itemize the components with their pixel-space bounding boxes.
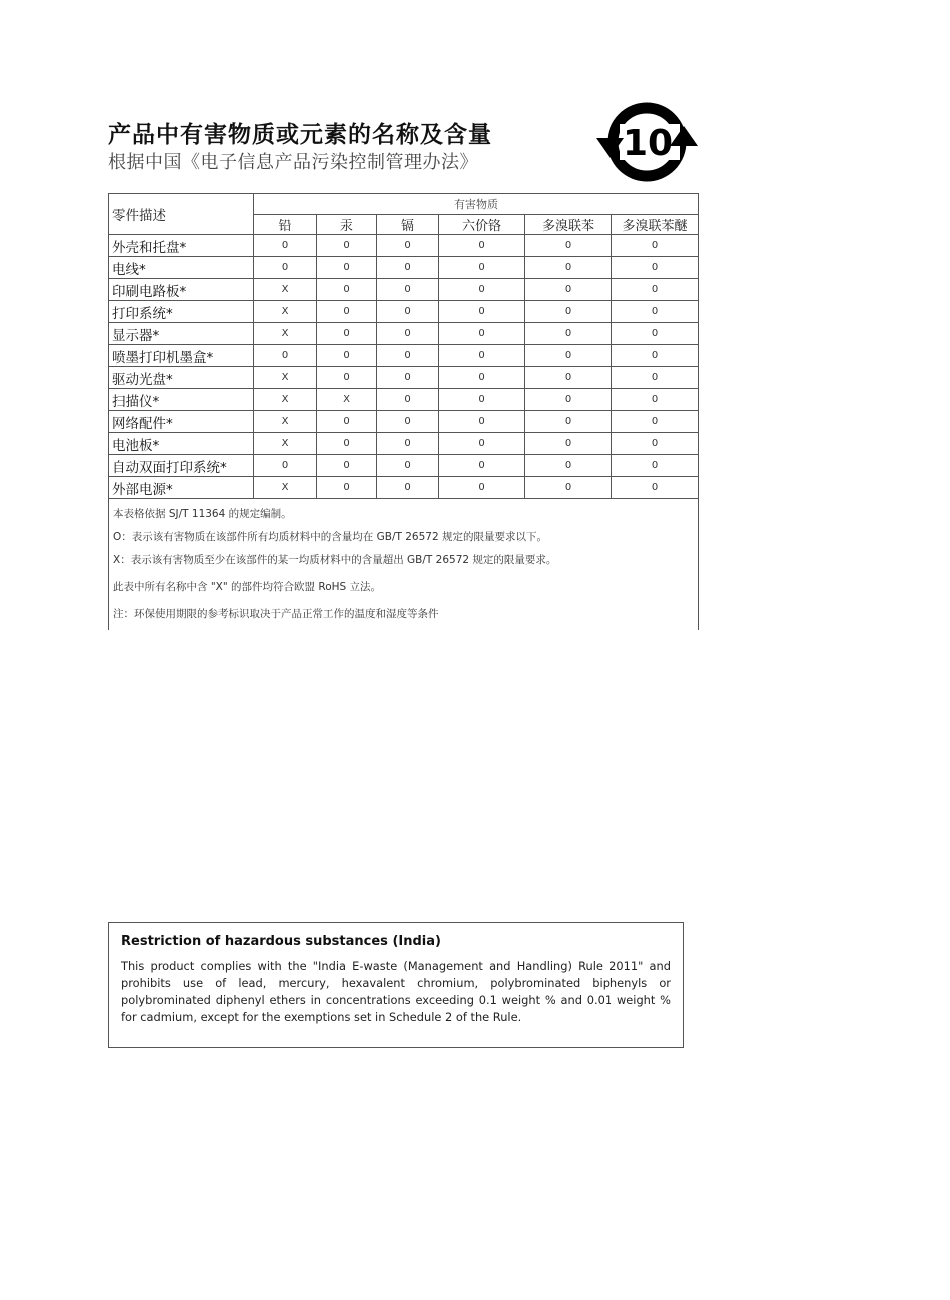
substance-value: 0: [525, 235, 612, 257]
substance-value: 0: [612, 433, 699, 455]
substance-value: 0: [525, 433, 612, 455]
substance-value: 0: [612, 323, 699, 345]
china-rohs-subtitle: 根据中国《电子信息产品污染控制管理办法》: [108, 152, 478, 173]
substance-value: 0: [612, 279, 699, 301]
substance-value: 0: [317, 455, 377, 477]
substance-value: 0: [612, 257, 699, 279]
substance-value: 0: [612, 411, 699, 433]
part-name: 网络配件*: [109, 411, 254, 433]
table-row: [109, 279, 699, 301]
substance-value: 0: [439, 345, 525, 367]
hazardous-substances-header: 有害物质: [254, 194, 699, 215]
substance-value: 0: [317, 323, 377, 345]
table-row: [109, 345, 699, 367]
substance-header: 汞: [317, 215, 377, 235]
substance-value: 0: [439, 455, 525, 477]
substance-value: 0: [612, 477, 699, 499]
substance-value: 0: [254, 257, 317, 279]
substance-value: 0: [377, 345, 439, 367]
india-rohs-body: This product complies with the "India E-waste (Management and Handling) Rule 2011" and prohibits use of lead, mercury, hexavalent chromium, polybrominated biphenyls or polybrominated diphenyl ethers in concentrations exceeding 0.1 weight % and 0.01 weight % for cadmium, except for the exemptions set in Schedule 2 of the Rule.: [121, 959, 671, 1024]
substance-value: 0: [439, 477, 525, 499]
substance-value: 0: [612, 455, 699, 477]
substance-value: 0: [439, 301, 525, 323]
substance-value: X: [254, 411, 317, 433]
part-name: 外壳和托盘*: [109, 235, 254, 257]
hazardous-substances-table: [108, 193, 699, 630]
note-standard: 本表格依据 SJ/T 11364 的规定编制。: [113, 508, 292, 520]
substance-value: 0: [525, 279, 612, 301]
substance-value: 0: [612, 235, 699, 257]
part-description-header: 零件描述: [109, 194, 254, 235]
substance-value: 0: [377, 433, 439, 455]
substance-value: 0: [525, 257, 612, 279]
substance-value: X: [254, 279, 317, 301]
substance-value: 0: [377, 323, 439, 345]
substance-value: 0: [254, 235, 317, 257]
substance-value: 0: [317, 367, 377, 389]
substance-value: 0: [317, 301, 377, 323]
table-row: [109, 411, 699, 433]
substance-value: X: [317, 389, 377, 411]
india-rohs-title: Restriction of hazardous substances (India): [121, 934, 441, 949]
part-name: 驱动光盘*: [109, 367, 254, 389]
table-body: [109, 235, 699, 499]
table-row: [109, 323, 699, 345]
substance-value: 0: [377, 367, 439, 389]
substance-value: 0: [612, 345, 699, 367]
substance-value: X: [254, 477, 317, 499]
substance-value: 0: [317, 433, 377, 455]
substance-value: 0: [439, 323, 525, 345]
china-rohs-title: 产品中有害物质或元素的名称及含量: [108, 122, 492, 148]
substance-value: 0: [525, 455, 612, 477]
substance-value: X: [254, 389, 317, 411]
substance-value: 0: [612, 301, 699, 323]
substance-header: 六价铬: [439, 215, 525, 235]
substance-value: X: [254, 323, 317, 345]
substance-value: 0: [439, 235, 525, 257]
substance-value: 0: [317, 411, 377, 433]
part-name: 自动双面打印系统*: [109, 455, 254, 477]
substance-value: X: [254, 433, 317, 455]
substance-value: 0: [377, 389, 439, 411]
india-rohs-box: [108, 922, 684, 1048]
substance-header: 多溴联苯: [525, 215, 612, 235]
substance-value: X: [254, 367, 317, 389]
environment-friendly-use-period-10-icon: [596, 96, 702, 188]
substance-header: 铅: [254, 215, 317, 235]
table-row: [109, 455, 699, 477]
table-row: [109, 301, 699, 323]
table-row: [109, 257, 699, 279]
substance-value: 0: [439, 433, 525, 455]
substance-value: 0: [525, 389, 612, 411]
note-x-definition: X：表示该有害物质至少在该部件的某一均质材料中的含量超出 GB/T 26572 规定的限量要求。: [113, 554, 557, 566]
table-row: [109, 367, 699, 389]
substance-value: 0: [317, 279, 377, 301]
substance-value: 0: [317, 235, 377, 257]
substance-header: 多溴联苯醚: [612, 215, 699, 235]
substance-value: 0: [377, 411, 439, 433]
table-row: [109, 433, 699, 455]
substance-value: 0: [377, 477, 439, 499]
substance-value: 0: [439, 411, 525, 433]
substance-value: 0: [525, 345, 612, 367]
part-name: 显示器*: [109, 323, 254, 345]
substance-value: 0: [377, 257, 439, 279]
part-name: 电线*: [109, 257, 254, 279]
substance-value: 0: [317, 345, 377, 367]
substance-value: 0: [525, 367, 612, 389]
table-row: [109, 235, 699, 257]
substance-header: 镉: [377, 215, 439, 235]
substance-value: 0: [377, 235, 439, 257]
substance-value: 0: [254, 455, 317, 477]
substance-value: 0: [439, 279, 525, 301]
substance-value: 0: [377, 279, 439, 301]
substance-value: X: [254, 301, 317, 323]
substance-value: 0: [317, 257, 377, 279]
substance-value: 0: [525, 323, 612, 345]
note-use-period: 注：环保使用期限的参考标识取决于产品正常工作的温度和湿度等条件: [113, 608, 439, 620]
substance-value: 0: [525, 301, 612, 323]
note-o-definition: O：表示该有害物质在该部件所有均质材料中的含量均在 GB/T 26572 规定的限量要求以下。: [113, 531, 547, 543]
substance-value: 0: [525, 411, 612, 433]
part-name: 扫描仪*: [109, 389, 254, 411]
substance-value: 0: [377, 301, 439, 323]
substance-value: 0: [439, 257, 525, 279]
part-name: 电池板*: [109, 433, 254, 455]
part-name: 印刷电路板*: [109, 279, 254, 301]
substance-value: 0: [377, 455, 439, 477]
substance-value: 0: [317, 477, 377, 499]
part-name: 外部电源*: [109, 477, 254, 499]
substance-value: 0: [612, 367, 699, 389]
logo-number: 10: [622, 123, 674, 164]
part-name: 打印系统*: [109, 301, 254, 323]
table-notes: [109, 499, 699, 631]
substance-value: 0: [254, 345, 317, 367]
part-name: 喷墨打印机墨盒*: [109, 345, 254, 367]
substance-value: 0: [439, 367, 525, 389]
table-row: [109, 477, 699, 499]
substance-value: 0: [525, 477, 612, 499]
substance-value: 0: [612, 389, 699, 411]
note-eu-rohs: 此表中所有名称中含 "X" 的部件均符合欧盟 RoHS 立法。: [113, 581, 382, 593]
table-row: [109, 389, 699, 411]
substance-value: 0: [439, 389, 525, 411]
